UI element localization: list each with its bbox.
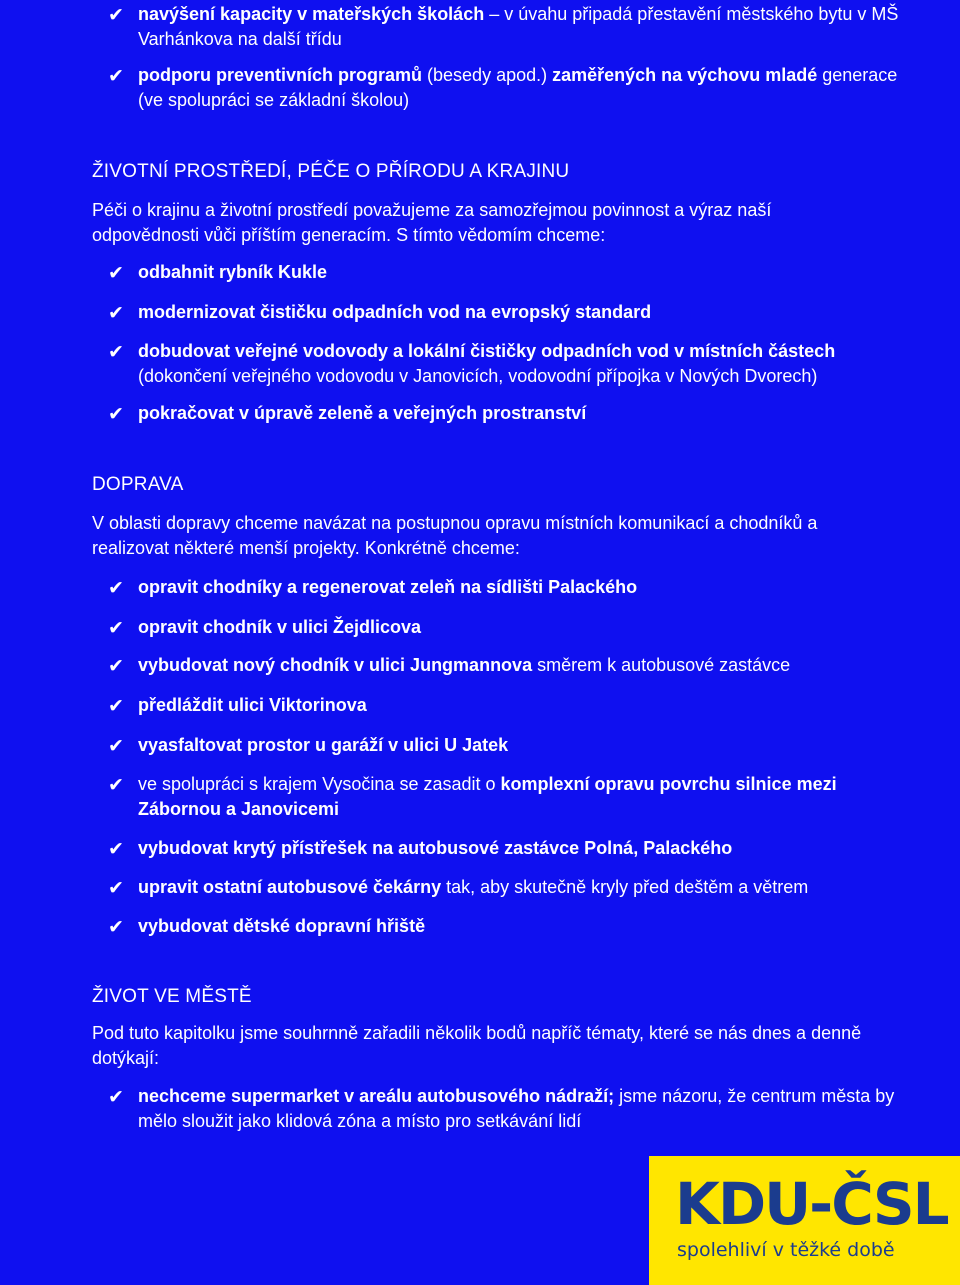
list-item-text <box>138 914 908 939</box>
list-item-text <box>138 575 908 600</box>
logo-name: KDU-ČSL <box>675 1170 948 1238</box>
list-item-rest: jsme názoru, že centrum města by mělo sloužit jako klidová zóna a místo pro setkávání lidí <box>138 1086 895 1131</box>
list-item <box>108 575 908 600</box>
section-intro-environment: Péči o krajinu a životní prostředí považujeme za samozřejmou povinnost a výraz naší odpovědnosti vůči příštím generacím. S tímto vědomím chceme: <box>92 200 772 245</box>
checkmark-icon: ✔ <box>108 838 124 860</box>
checkmark-icon: ✔ <box>108 4 124 26</box>
list-item-bold: vybudovat krytý přístřešek na autobusové zastávce Polná, Palackého <box>138 838 733 858</box>
list-item <box>108 1084 908 1134</box>
checkmark-icon: ✔ <box>108 403 124 425</box>
list-item-bold: podporu preventivních programů <box>138 65 423 85</box>
list-item-bold: opravit chodníky a regenerovat zeleň na sídlišti Palackého <box>138 577 638 597</box>
kdu-csl-logo <box>649 1156 960 1285</box>
list-item-bold: modernizovat čističku odpadních vod na evropský standard <box>138 302 652 322</box>
checkmark-icon: ✔ <box>108 735 124 757</box>
list-item-bold: vyasfaltovat prostor u garáží v ulici U Jatek <box>138 735 509 755</box>
list-item-bold: vybudovat dětské dopravní hřiště <box>138 916 426 936</box>
list-item-bold: předláždit ulici Viktorinova <box>138 695 367 715</box>
checkmark-icon: ✔ <box>108 774 124 796</box>
list-item <box>108 401 908 426</box>
list-item-bold: odbahnit rybník Kukle <box>138 262 328 282</box>
section-intro-transport: V oblasti dopravy chceme navázat na postupnou opravu místních komunikací a chodníků a realizovat některé menší projekty. Konkrétně chceme: <box>92 513 818 558</box>
list-item <box>108 733 908 758</box>
list-item-bold: pokračovat v úpravě zeleně a veřejných prostranství <box>138 403 587 423</box>
list-item-text <box>138 63 908 113</box>
checkmark-icon: ✔ <box>108 65 124 87</box>
list-item-bold: vybudovat nový chodník v ulici Jungmannova <box>138 655 533 675</box>
checkmark-icon: ✔ <box>108 695 124 717</box>
list-item <box>108 653 908 678</box>
list-item-text <box>138 875 908 900</box>
list-item-text <box>138 836 908 861</box>
list-item-bold: nechceme supermarket v areálu autobusového nádraží; <box>138 1086 615 1106</box>
list-item-text <box>138 401 908 426</box>
list-item-bold: zaměřených na výchovu mladé <box>552 65 818 85</box>
list-item-rest: ve spolupráci s krajem Vysočina se zasadit o <box>138 774 501 794</box>
checkmark-icon: ✔ <box>108 916 124 938</box>
checkmark-icon: ✔ <box>108 302 124 324</box>
list-item <box>108 63 908 113</box>
list-item-bold: dobudovat veřejné vodovody a lokální čističky odpadních vod v místních částech <box>138 341 836 361</box>
list-item-rest: generace (ve spolupráci se základní školou) <box>138 65 898 110</box>
list-item <box>108 836 908 861</box>
list-item-rest: (dokončení veřejného vodovodu v Janovicích, vodovodní přípojka v Nových Dvorech) <box>138 366 818 386</box>
checkmark-icon: ✔ <box>108 617 124 639</box>
list-item <box>108 875 908 900</box>
list-item-text <box>138 615 908 640</box>
list-item-rest: tak, aby skutečně kryly před deštěm a větrem <box>441 877 809 897</box>
list-item-rest: – v úvahu připadá přestavění městského bytu v MŠ Varhánkova na další třídu <box>138 4 899 49</box>
list-item <box>108 914 908 939</box>
list-item-text <box>138 1084 908 1134</box>
list-item-text <box>138 772 908 822</box>
logo-tagline: spolehliví v těžké době <box>677 1239 895 1261</box>
list-item <box>108 693 908 718</box>
checkmark-icon: ✔ <box>108 1086 124 1108</box>
list-item-text <box>138 339 908 389</box>
checkmark-icon: ✔ <box>108 577 124 599</box>
list-item <box>108 260 908 285</box>
section-heading-city-life: ŽIVOT VE MĚSTĚ <box>92 986 252 1007</box>
list-item-bold: opravit chodník v ulici Žejdlicova <box>138 617 422 637</box>
list-item-rest: (besedy apod.) <box>422 65 553 85</box>
list-item-text <box>138 2 908 52</box>
list-item-text <box>138 300 908 325</box>
section-heading-environment: ŽIVOTNÍ PROSTŘEDÍ, PÉČE O PŘÍRODU A KRAJINU <box>92 161 570 182</box>
list-item-rest: směrem k autobusové zastávce <box>532 655 791 675</box>
list-item <box>108 772 908 822</box>
list-item-text <box>138 733 908 758</box>
list-item <box>108 300 908 325</box>
checkmark-icon: ✔ <box>108 877 124 899</box>
list-item-text <box>138 260 908 285</box>
checkmark-icon: ✔ <box>108 655 124 677</box>
list-item-text <box>138 693 908 718</box>
list-item-bold: navýšení kapacity v mateřských školách <box>138 4 485 24</box>
list-item <box>108 339 908 389</box>
section-heading-transport: DOPRAVA <box>92 474 184 495</box>
list-item <box>108 2 908 52</box>
checkmark-icon: ✔ <box>108 341 124 363</box>
list-item-text <box>138 653 908 678</box>
list-item <box>108 615 908 640</box>
section-intro-city-life: Pod tuto kapitolku jsme souhrnně zařadili několik bodů napříč tématy, které se nás dnes a denně dotýkají: <box>92 1023 862 1068</box>
checkmark-icon: ✔ <box>108 262 124 284</box>
list-item-bold: komplexní opravu povrchu silnice mezi Zábornou a Janovicemi <box>138 774 837 819</box>
list-item-bold: upravit ostatní autobusové čekárny <box>138 877 442 897</box>
